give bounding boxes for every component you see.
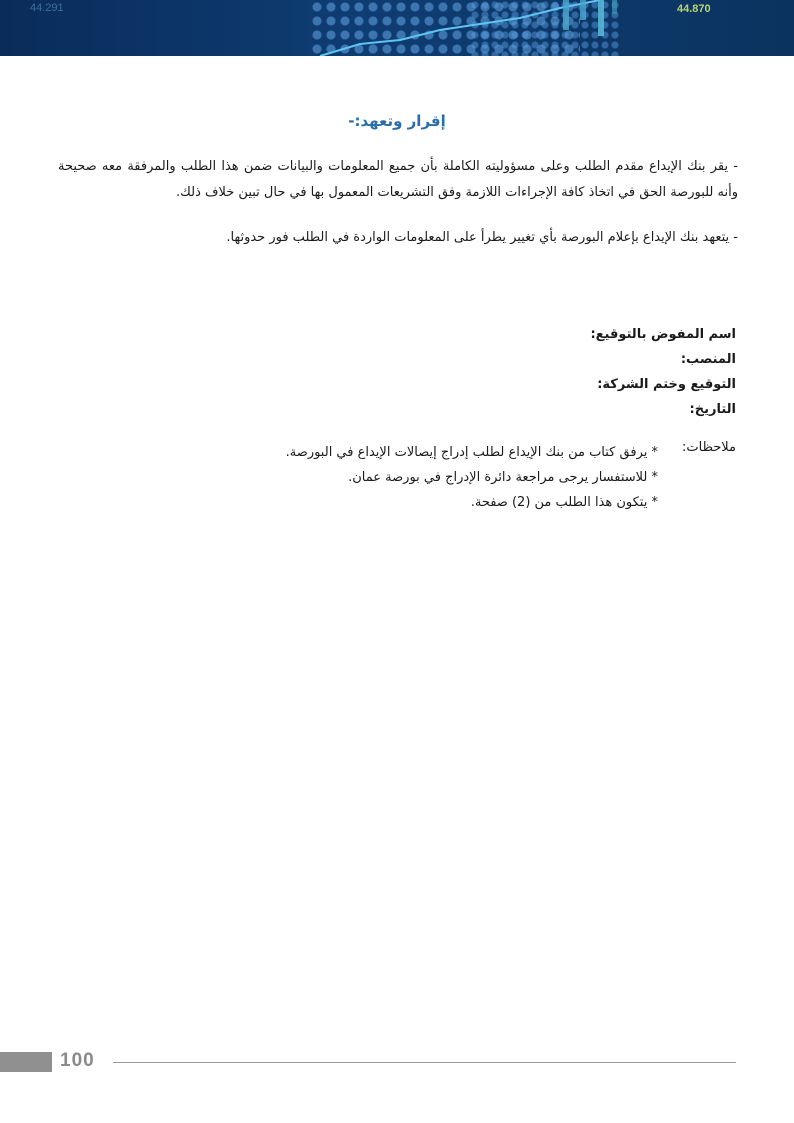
page-number: 100 <box>60 1050 95 1071</box>
notes-label: ملاحظات: <box>682 440 736 455</box>
banner-ticker-right: 44.870 <box>677 3 711 15</box>
declaration-paragraph-2: - يتعهد بنك الإيداع بإعلام البورصة بأي تغيير يطرأ على المعلومات الواردة في الطلب فور حدوثها. <box>226 230 738 245</box>
field-date: التاريخ: <box>689 402 736 417</box>
footer-divider <box>113 1062 736 1063</box>
field-position: المنصب: <box>680 352 736 367</box>
banner-trend-graphic <box>0 0 794 56</box>
footer-accent-block <box>0 1052 52 1072</box>
note-item: * للاستفسار يرجى مراجعة دائرة الإدراج في بورصة عمان. <box>348 470 658 485</box>
note-item: * يتكون هذا الطلب من (2) صفحة. <box>470 495 658 510</box>
banner-ticker-left: 44.291 <box>30 2 64 14</box>
note-item: * يرفق كتاب من بنك الإيداع لطلب إدراج إيصالات الإيداع في البورصة. <box>285 445 658 460</box>
field-signature-stamp: التوقيع وختم الشركة: <box>597 377 736 392</box>
header-banner <box>0 0 794 56</box>
field-authorized-signatory: اسم المفوض بالتوقيع: <box>590 327 736 342</box>
page-title: إقرار وتعهد:- <box>348 112 446 130</box>
declaration-paragraph-1: - يقر بنك الإيداع مقدم الطلب وعلى مسؤوليته الكاملة بأن جميع المعلومات والبيانات ضمن هذا الطلب والمرفقة معه صحيحة وأنه للبورصة الحق في اتخاذ كافة الإجراءات اللازمة وفق التشريعات المعمول بها في حال تبين خلاف ذلك. <box>58 159 738 200</box>
notes-list <box>178 440 658 515</box>
signature-fields <box>336 322 736 422</box>
